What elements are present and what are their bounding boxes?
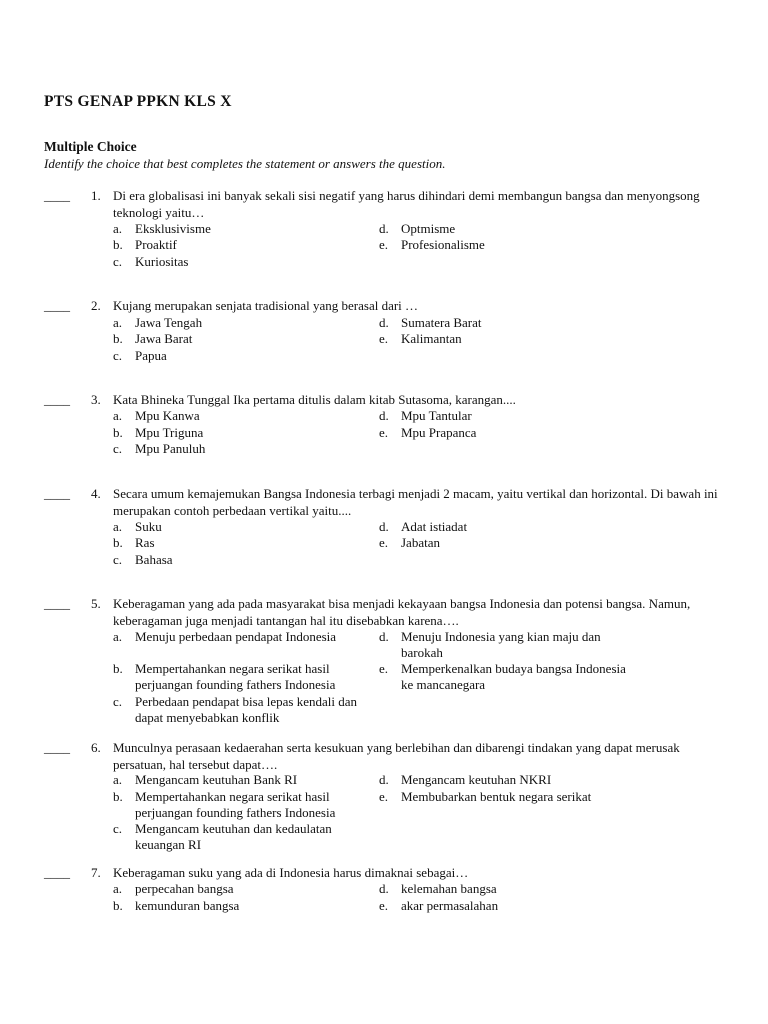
option-letter: b. <box>113 789 123 804</box>
question-number: 1. <box>91 188 101 203</box>
option-letter: b. <box>113 535 123 550</box>
option-text: Kuriositas <box>135 254 189 269</box>
option-text: perpecahan bangsa <box>135 881 234 896</box>
question-number: 6. <box>91 740 101 755</box>
option-text: Jawa Barat <box>135 331 193 346</box>
option-text: Suku <box>135 519 162 534</box>
option-letter: a. <box>113 772 123 787</box>
option-text: Eksklusivisme <box>135 221 211 236</box>
question-text: Di era globalisasi ini banyak sekali sisi negatif yang harus dihindari demi membangun bangsa dan menyongsong teknologi yaitu… <box>113 188 700 220</box>
question-number: 3. <box>91 392 101 407</box>
option-text: Bahasa <box>135 552 173 567</box>
option-text: Profesionalisme <box>401 237 485 252</box>
option-text: Mengancam keutuhan Bank RI <box>135 772 298 787</box>
option-letter: a. <box>113 408 123 423</box>
option-letter: b. <box>113 425 123 440</box>
option-letter: d. <box>379 408 389 423</box>
option-text: Menuju perbedaan pendapat Indonesia <box>135 629 337 644</box>
answer-blank[interactable]: ____ <box>44 740 70 755</box>
option-letter: b. <box>113 898 123 913</box>
option-letter: a. <box>113 519 123 534</box>
option-text: Mpu Prapanca <box>401 425 477 440</box>
option-letter: d. <box>379 772 389 787</box>
option-text: Mpu Tantular <box>401 408 472 423</box>
option-letter: e. <box>379 425 389 440</box>
question-number: 5. <box>91 596 101 611</box>
question-text: Secara umum kemajemukan Bangsa Indonesia terbagi menjadi 2 macam, yaitu vertikal dan horizontal. Di bawah ini merupakan contoh perbedaan vertikal yaitu.... <box>113 486 718 518</box>
option-letter: a. <box>113 881 123 896</box>
question-text: Keberagaman suku yang ada di Indonesia harus dimaknai sebagai… <box>113 865 469 880</box>
answer-blank[interactable]: ____ <box>44 486 70 501</box>
option-text: Mempertahankan negara serikat hasil perjuangan founding fathers Indonesia <box>135 661 336 693</box>
option-letter: d. <box>379 519 389 534</box>
option-letter: c. <box>113 348 123 363</box>
option-text: Mengancam keutuhan NKRI <box>401 772 552 787</box>
option-letter: d. <box>379 315 389 330</box>
option-text: Adat istiadat <box>401 519 468 534</box>
question-number: 2. <box>91 298 101 313</box>
option-text: Mpu Panuluh <box>135 441 206 456</box>
option-letter: c. <box>113 694 123 709</box>
answer-blank[interactable]: ____ <box>44 298 70 313</box>
option-letter: e. <box>379 535 389 550</box>
option-letter: e. <box>379 661 389 676</box>
option-text: Membubarkan bentuk negara serikat <box>401 789 592 804</box>
option-text: akar permasalahan <box>401 898 499 913</box>
question-number: 4. <box>91 486 101 501</box>
option-text: Perbedaan pendapat bisa lepas kendali dan dapat menyebabkan konflik <box>135 694 357 726</box>
answer-blank[interactable]: ____ <box>44 596 70 611</box>
option-letter: e. <box>379 331 389 346</box>
option-letter: c. <box>113 254 123 269</box>
option-text: Kalimantan <box>401 331 462 346</box>
option-letter: b. <box>113 661 123 676</box>
option-letter: c. <box>113 552 123 567</box>
option-text: Menuju Indonesia yang kian maju dan barokah <box>401 629 601 661</box>
option-text: Mempertahankan negara serikat hasil perjuangan founding fathers Indonesia <box>135 789 336 821</box>
question-number: 7. <box>91 865 101 880</box>
question-text: Kujang merupakan senjata tradisional yang berasal dari … <box>113 298 419 313</box>
option-letter: e. <box>379 789 389 804</box>
option-letter: d. <box>379 221 389 236</box>
option-letter: a. <box>113 221 123 236</box>
option-text: Proaktif <box>135 237 177 252</box>
option-letter: a. <box>113 315 123 330</box>
answer-blank[interactable]: ____ <box>44 188 70 203</box>
option-text: Mengancam keutuhan dan kedaulatan keuangan RI <box>135 821 332 853</box>
option-letter: d. <box>379 629 389 644</box>
option-text: kelemahan bangsa <box>401 881 497 896</box>
option-text: Memperkenalkan budaya bangsa Indonesia ke mancanegara <box>401 661 626 693</box>
option-letter: c. <box>113 821 123 836</box>
option-text: Optmisme <box>401 221 456 236</box>
question-text: Munculnya perasaan kedaerahan serta kesukuan yang berlebihan dan dibarengi tindakan yang dapat merusak persatuan, hal tersebut dapat…. <box>113 740 680 772</box>
option-text: Ras <box>135 535 155 550</box>
option-text: kemunduran bangsa <box>135 898 240 913</box>
option-text: Papua <box>135 348 167 363</box>
option-letter: c. <box>113 441 123 456</box>
instructions: Identify the choice that best completes the statement or answers the question. <box>44 156 446 171</box>
option-letter: b. <box>113 237 123 252</box>
option-letter: e. <box>379 898 389 913</box>
question-text: Kata Bhineka Tunggal Ika pertama ditulis dalam kitab Sutasoma, karangan.... <box>113 392 516 407</box>
question-text: Keberagaman yang ada pada masyarakat bisa menjadi kekayaan bangsa Indonesia dan potensi bangsa. Namun, keberagaman juga menjadi tantangan hal itu disebabkan karena…. <box>113 596 691 628</box>
option-text: Jabatan <box>401 535 440 550</box>
page-title: PTS GENAP PPKN KLS X <box>44 93 232 110</box>
option-letter: b. <box>113 331 123 346</box>
option-letter: d. <box>379 881 389 896</box>
answer-blank[interactable]: ____ <box>44 865 70 880</box>
section-title: Multiple Choice <box>44 139 137 154</box>
answer-blank[interactable]: ____ <box>44 392 70 407</box>
option-letter: a. <box>113 629 123 644</box>
option-text: Jawa Tengah <box>135 315 203 330</box>
option-text: Sumatera Barat <box>401 315 482 330</box>
option-text: Mpu Kanwa <box>135 408 200 423</box>
option-text: Mpu Triguna <box>135 425 204 440</box>
option-letter: e. <box>379 237 389 252</box>
